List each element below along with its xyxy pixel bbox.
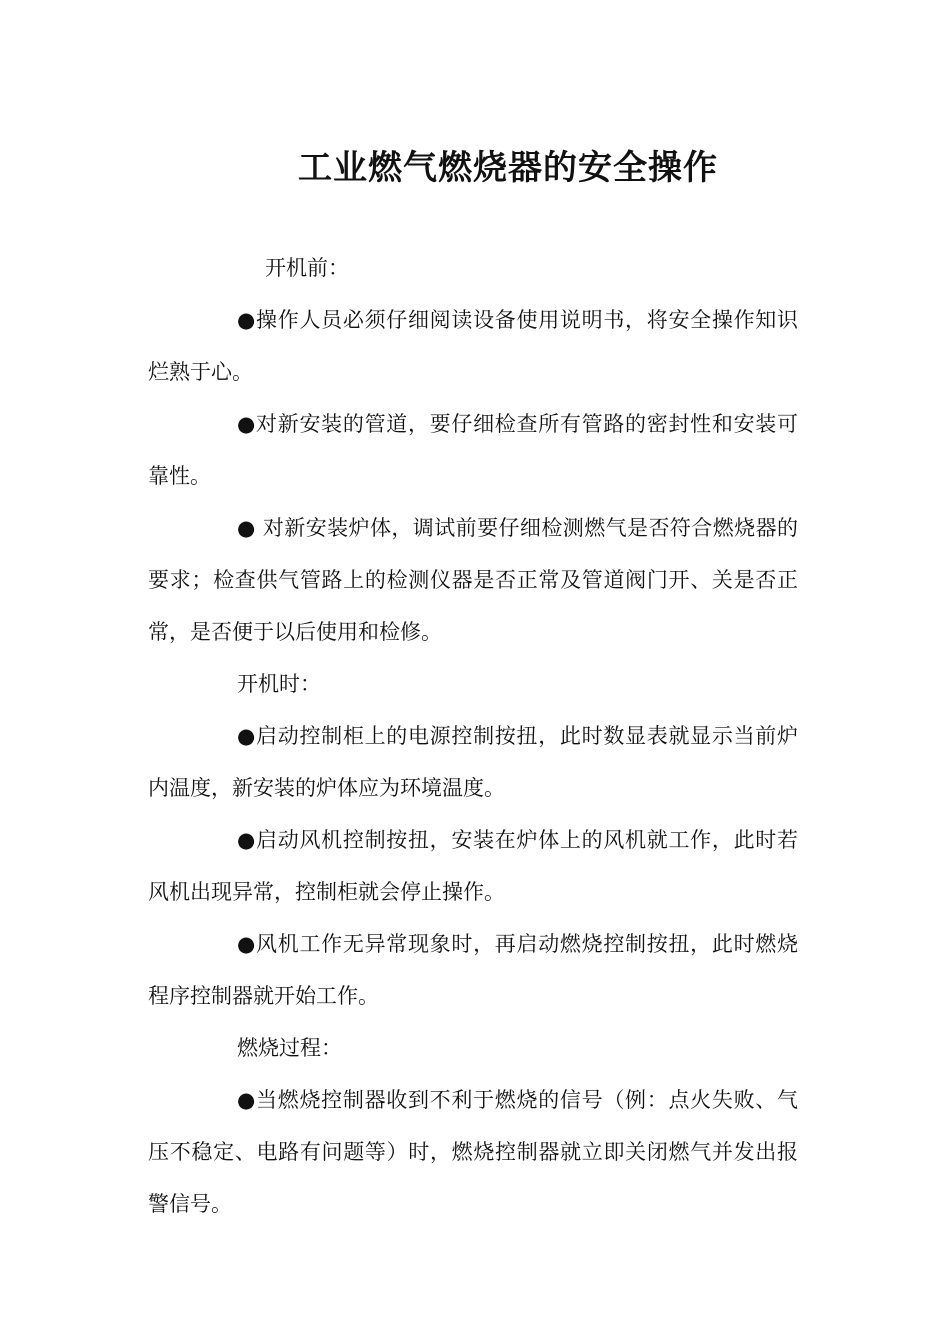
document-title: 工业燃气燃烧器的安全操作 [298, 147, 718, 188]
bullet-paragraph: ● 对新安装炉体，调试前要仔细检测燃气是否符合燃烧器的要求；检查供气管路上的检测仪器是否正常及管道阀门开、关是否正常，是否便于以后使用和检修。 [148, 516, 798, 644]
bullet-paragraph: ●操作人员必须仔细阅读设备使用说明书，将安全操作知识烂熟于心。 [148, 308, 798, 384]
section-heading-before-start: 开机前： [265, 256, 349, 280]
section-heading-at-start: 开机时： [237, 672, 321, 696]
bullet-paragraph: ●启动控制柜上的电源控制按扭，此时数显表就显示当前炉内温度，新安装的炉体应为环境温度。 [148, 724, 798, 800]
bullet-paragraph: ●对新安装的管道，要仔细检查所有管路的密封性和安装可靠性。 [148, 412, 798, 488]
document-body [148, 242, 798, 1230]
bullet-paragraph: ●启动风机控制按扭，安装在炉体上的风机就工作，此时若风机出现异常，控制柜就会停止操作。 [148, 828, 798, 904]
bullet-paragraph: ●风机工作无异常现象时，再启动燃烧控制按扭，此时燃烧程序控制器就开始工作。 [148, 932, 798, 1008]
section-heading-combustion: 燃烧过程： [237, 1036, 342, 1060]
bullet-paragraph: ●当燃烧控制器收到不利于燃烧的信号（例：点火失败、气压不稳定、电路有问题等）时，燃烧控制器就立即关闭燃气并发出报警信号。 [148, 1088, 798, 1216]
